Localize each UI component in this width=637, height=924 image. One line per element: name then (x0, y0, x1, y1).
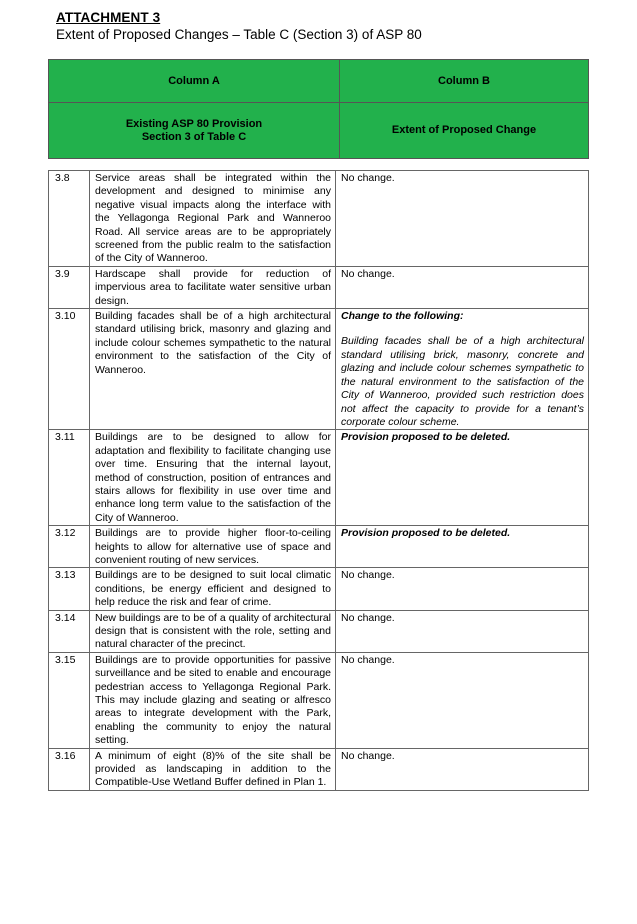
column-a-subheader-line2: Section 3 of Table C (141, 130, 247, 143)
row-number: 3.11 (49, 430, 90, 526)
row-number: 3.10 (49, 309, 90, 430)
table-row (49, 430, 589, 526)
table-row (49, 309, 589, 430)
table-row (49, 266, 589, 308)
table-row (49, 610, 589, 652)
change-text: Provision proposed to be deleted. (336, 430, 589, 526)
row-number: 3.16 (49, 748, 90, 790)
row-number: 3.15 (49, 652, 90, 748)
page-title: ATTACHMENT 3 (56, 10, 161, 25)
row-number: 3.9 (49, 266, 90, 308)
table-row (49, 171, 589, 267)
table-row (49, 568, 589, 610)
row-number: 3.14 (49, 610, 90, 652)
row-number: 3.12 (49, 526, 90, 568)
provision-text: Buildings are to be designed to allow for adaptation and flexibility to facilitate changing use over time. Ensuring that the internal layout, method of construction, position of entrances and stairs allows for flexibility in use over time and enhance long term value to the satisfaction of the City of Wanneroo. (90, 430, 336, 526)
change-text: Provision proposed to be deleted. (336, 526, 589, 568)
table-row (49, 652, 589, 748)
change-heading: Change to the following: (341, 310, 464, 323)
provision-text: Buildings are to provide opportunities for passive surveillance and be sited to enable and encourage pedestrian access to Yellagonga Regional Park. This may include glazing and seating or alfresco areas to integrate development with the Park, enabling the community to enjoy the natural setting. (90, 652, 336, 748)
change-text: No change. (336, 171, 589, 267)
spacer (341, 323, 584, 335)
change-text: No change. (336, 568, 589, 610)
row-number: 3.8 (49, 171, 90, 267)
page-subtitle: Extent of Proposed Changes – Table C (Section 3) of ASP 80 (56, 27, 422, 42)
column-a-header: Column A (49, 60, 340, 103)
change-text: No change. (336, 748, 589, 790)
change-text: No change. (336, 610, 589, 652)
change-text: No change. (336, 266, 589, 308)
table-row (49, 526, 589, 568)
provision-text: New buildings are to be of a quality of architectural design that is consistent with the role, setting and natural character of the precinct. (90, 610, 336, 652)
provision-text: Buildings are to be designed to suit local climatic conditions, be energy efficient and designed to help reduce the risk and fear of crime. (90, 568, 336, 610)
provision-text: Building facades shall be of a high architectural standard utilising brick, masonry and glazing and include colour schemes sympathetic to the natural environment to the satisfaction of the City of Wanneroo. (90, 309, 336, 430)
change-cell (336, 309, 589, 430)
column-header-table (48, 59, 589, 159)
provisions-table (48, 170, 589, 791)
column-b-subheader: Extent of Proposed Change (340, 103, 589, 159)
provision-text: Buildings are to provide higher floor-to-ceiling heights to allow for alternative use of space and convenient routing of new services. (90, 526, 336, 568)
provision-text: Hardscape shall provide for reduction of impervious area to facilitate water sensitive urban design. (90, 266, 336, 308)
provision-text: Service areas shall be integrated within the development and designed to minimise any negative visual impacts along the interface with the Yellagonga Regional Park and Wanneroo Road. All service areas are to be appropriately screened from the public realm to the satisfaction of the City of Wanneroo. (90, 171, 336, 267)
change-detail: Building facades shall be of a high architectural standard utilising brick, masonry, concrete and glazing and include colour schemes sympathetic to the natural environment to the satisfaction of the City of Wanneroo, provided such restriction does not affect the capacity to provide for a tenant’s corporate colour scheme. (341, 335, 584, 428)
column-a-subheader-line1: Existing ASP 80 Provision (125, 117, 263, 130)
provision-text: A minimum of eight (8)% of the site shall be provided as landscaping in addition to the Compatible-Use Wetland Buffer defined in Plan 1. (90, 748, 336, 790)
change-text: No change. (336, 652, 589, 748)
column-b-header: Column B (340, 60, 589, 103)
column-a-subheader (49, 103, 340, 159)
table-row (49, 748, 589, 790)
row-number: 3.13 (49, 568, 90, 610)
